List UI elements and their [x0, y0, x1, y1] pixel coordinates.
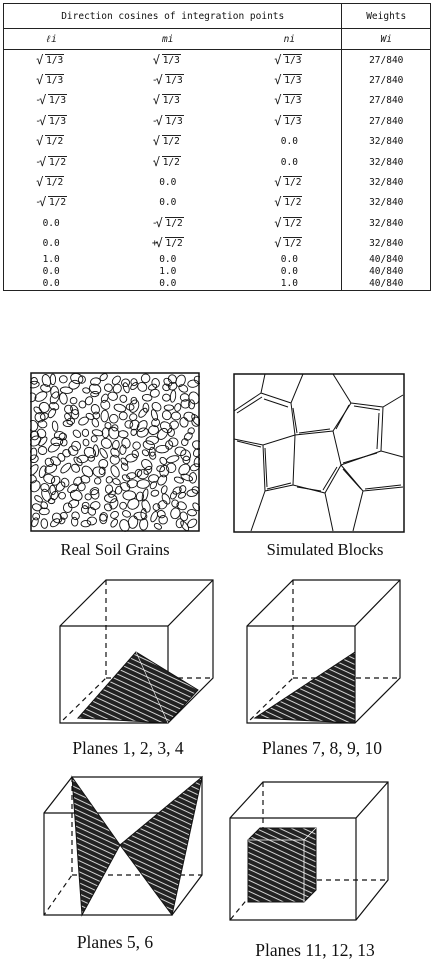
- n-cell: [237, 50, 342, 71]
- m-cell: [98, 111, 237, 131]
- l-cell: [4, 132, 99, 152]
- table-subheader-row: [4, 29, 431, 50]
- m-cell: [98, 193, 237, 213]
- planes-5-6-caption: Planes 5, 6: [76, 932, 154, 952]
- n-value: 1/2: [284, 197, 302, 209]
- n-value: 1/2: [284, 217, 302, 229]
- weights-header: Weights: [342, 4, 431, 29]
- m-value: 1/3: [165, 115, 183, 127]
- weight-cell: 27/840: [369, 115, 404, 127]
- n-cell: [237, 266, 342, 278]
- simulated-blocks-image: [233, 373, 405, 533]
- m-sign: +: [151, 238, 158, 250]
- n-value: 0.0: [280, 156, 298, 168]
- table-header-row: [4, 4, 431, 29]
- weight-cell: 32/840: [369, 156, 404, 168]
- n-cell: [237, 278, 342, 291]
- table-row: [4, 70, 431, 90]
- weight-cell: 32/840: [369, 177, 404, 189]
- m-value: 1/2: [165, 217, 183, 229]
- table-row: [4, 213, 431, 233]
- m-sign: -: [151, 75, 158, 87]
- l-sign: -: [35, 115, 41, 127]
- l-cell: [4, 213, 99, 233]
- l-cell: [4, 50, 99, 71]
- m-sign: -: [151, 217, 158, 229]
- l-value: 1/3: [48, 95, 67, 107]
- m-value: 0.0: [159, 197, 177, 209]
- planes-7-10-cube-image: [245, 578, 403, 728]
- l-cell: [4, 70, 99, 90]
- planes-1-4-cube-image: [58, 578, 216, 728]
- l-cell: [4, 91, 99, 111]
- n-cell: [237, 132, 342, 152]
- m-cell: [98, 234, 237, 254]
- m-cell: [98, 50, 237, 71]
- m-value: 1/2: [162, 136, 180, 148]
- table-row: [4, 152, 431, 172]
- n-column-header: ni: [237, 29, 342, 50]
- m-cell: [98, 70, 237, 90]
- weight-cell: 40/840: [369, 266, 404, 278]
- planes-11-13-cube-image: [228, 780, 390, 930]
- l-value: 1/2: [46, 177, 64, 189]
- table-row: [4, 278, 431, 291]
- table-row: [4, 172, 431, 192]
- n-value: 1/3: [284, 75, 302, 87]
- m-cell: [98, 266, 237, 278]
- weight-cell: 27/840: [369, 54, 404, 66]
- l-cell: [4, 234, 99, 254]
- table-row: [4, 266, 431, 278]
- m-cell: [98, 278, 237, 291]
- real-soil-grains-image: [30, 372, 200, 532]
- l-value: 1/2: [48, 156, 67, 168]
- real-soil-caption: Real Soil Grains: [60, 540, 170, 559]
- m-cell: [98, 132, 237, 152]
- m-sign: -: [151, 115, 158, 127]
- table-body: [4, 50, 431, 291]
- n-cell: [237, 193, 342, 213]
- l-value: 1/3: [46, 75, 64, 87]
- l-column-header: ℓi: [4, 29, 99, 50]
- m-value: 0.0: [159, 177, 177, 189]
- n-value: 0.0: [280, 266, 298, 278]
- l-cell: [4, 254, 99, 266]
- m-cell: [98, 152, 237, 172]
- l-sign: -: [35, 95, 41, 107]
- m-cell: [98, 172, 237, 192]
- n-cell: [237, 111, 342, 131]
- l-cell: [4, 193, 99, 213]
- n-value: 1.0: [280, 278, 298, 290]
- integration-points-table: [3, 3, 431, 291]
- direction-cosines-header: Direction cosines of integration points: [4, 4, 342, 29]
- n-value: 1/2: [284, 238, 302, 250]
- m-value: 1/3: [162, 54, 180, 66]
- l-value: 1/2: [46, 136, 64, 148]
- m-cell: [98, 213, 237, 233]
- table-row: [4, 132, 431, 152]
- l-value: 1.0: [42, 254, 60, 266]
- l-value: 1/3: [48, 115, 67, 127]
- m-cell: [98, 254, 237, 266]
- l-cell: [4, 172, 99, 192]
- l-value: 0.0: [42, 266, 60, 278]
- table-row: [4, 111, 431, 131]
- l-value: 0.0: [42, 278, 60, 290]
- l-value: 0.0: [42, 217, 60, 229]
- m-value: 1/2: [165, 238, 183, 250]
- n-value: 1/2: [284, 177, 302, 189]
- w-column-header: Wi: [342, 29, 431, 50]
- n-value: 1/3: [284, 54, 302, 66]
- m-value: 1.0: [159, 266, 177, 278]
- n-cell: [237, 254, 342, 266]
- planes-7-10-caption: Planes 7, 8, 9, 10: [261, 738, 383, 758]
- m-cell: [98, 91, 237, 111]
- n-value: 0.0: [280, 254, 298, 266]
- planes-11-13-caption: Planes 11, 12, 13: [255, 940, 375, 960]
- l-value: 1/3: [46, 54, 64, 66]
- weight-cell: 32/840: [369, 238, 404, 250]
- n-cell: [237, 91, 342, 111]
- l-cell: [4, 111, 99, 131]
- n-value: 1/3: [284, 115, 302, 127]
- m-value: 1/3: [162, 95, 180, 107]
- weight-cell: 40/840: [369, 278, 404, 290]
- m-value: 1/2: [162, 156, 180, 168]
- l-sign: -: [35, 197, 41, 209]
- weight-cell: 32/840: [369, 136, 404, 148]
- n-cell: [237, 234, 342, 254]
- l-value: 1/2: [48, 197, 67, 209]
- l-cell: [4, 152, 99, 172]
- n-value: 1/3: [284, 95, 302, 107]
- weight-cell: 32/840: [369, 217, 404, 229]
- n-cell: [237, 172, 342, 192]
- weight-cell: 27/840: [369, 95, 404, 107]
- planes-5-6-cube-image: [42, 775, 204, 925]
- l-sign: -: [35, 156, 41, 168]
- l-value: 0.0: [42, 238, 60, 250]
- table-row: [4, 50, 431, 71]
- m-value: 0.0: [159, 278, 177, 290]
- n-cell: [237, 213, 342, 233]
- table-row: [4, 91, 431, 111]
- m-value: 1/3: [165, 75, 183, 87]
- m-column-header: mi: [98, 29, 237, 50]
- weight-cell: 40/840: [369, 254, 404, 266]
- l-cell: [4, 266, 99, 278]
- n-cell: [237, 152, 342, 172]
- m-value: 0.0: [159, 254, 177, 266]
- simulated-blocks-caption: Simulated Blocks: [266, 540, 384, 559]
- weight-cell: 27/840: [369, 75, 404, 87]
- n-value: 0.0: [280, 136, 298, 148]
- n-cell: [237, 70, 342, 90]
- planes-1-4-caption: Planes 1, 2, 3, 4: [72, 738, 184, 758]
- table-row: [4, 234, 431, 254]
- table-row: [4, 254, 431, 266]
- l-cell: [4, 278, 99, 291]
- weight-cell: 32/840: [369, 197, 404, 209]
- table-row: [4, 193, 431, 213]
